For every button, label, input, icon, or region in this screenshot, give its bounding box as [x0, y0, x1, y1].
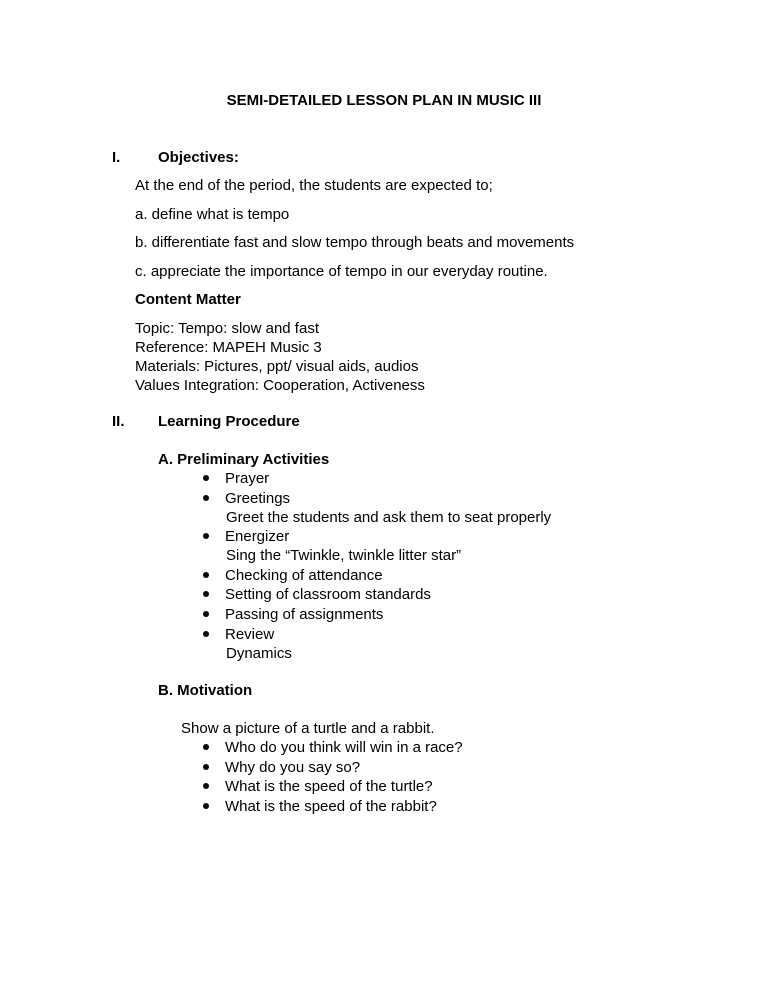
content-topic: Topic: Tempo: slow and fast — [135, 320, 319, 337]
bullet-icon — [203, 631, 209, 637]
list-item: Passing of assignments — [203, 606, 383, 624]
greetings-note: Greet the students and ask them to seat properly — [226, 509, 552, 526]
objectives-intro: At the end of the period, the students are expected to; — [135, 177, 493, 194]
objective-a: a. define what is tempo — [135, 206, 290, 223]
bullet-icon — [203, 611, 209, 617]
list-item: Energizer — [203, 528, 289, 546]
bullet-icon — [203, 495, 209, 501]
list-item: Review — [203, 626, 274, 644]
objective-b: b. differentiate fast and slow tempo through beats and movements — [135, 234, 575, 251]
list-item: Who do you think will win in a race? — [203, 739, 463, 757]
motivation-heading: B. Motivation — [158, 682, 253, 699]
section-1-number: I. — [112, 149, 121, 166]
bullet-icon — [203, 803, 209, 809]
bullet-icon — [203, 764, 209, 770]
preliminary-activities-heading: A. Preliminary Activities — [158, 451, 330, 468]
list-item: Setting of classroom standards — [203, 586, 431, 604]
objective-c: c. appreciate the importance of tempo in our everyday routine. — [135, 263, 548, 280]
list-item: Checking of attendance — [203, 567, 383, 585]
list-item: Why do you say so? — [203, 759, 360, 777]
bullet-icon — [203, 591, 209, 597]
content-values: Values Integration: Cooperation, Activeness — [135, 377, 425, 394]
document-title: SEMI-DETAILED LESSON PLAN IN MUSIC III — [226, 92, 542, 109]
section-2-heading: Learning Procedure — [158, 413, 300, 430]
content-matter-heading: Content Matter — [135, 291, 241, 308]
bullet-icon — [203, 744, 209, 750]
list-item: What is the speed of the rabbit? — [203, 798, 437, 816]
bullet-icon — [203, 533, 209, 539]
motivation-intro: Show a picture of a turtle and a rabbit. — [181, 720, 435, 737]
section-2-number: II. — [112, 413, 125, 430]
list-item: Prayer — [203, 470, 269, 488]
section-1-heading: Objectives: — [158, 149, 239, 166]
content-reference: Reference: MAPEH Music 3 — [135, 339, 322, 356]
content-materials: Materials: Pictures, ppt/ visual aids, audios — [135, 358, 419, 375]
bullet-icon — [203, 783, 209, 789]
list-item: Greetings — [203, 490, 290, 508]
list-item: What is the speed of the turtle? — [203, 778, 433, 796]
review-note: Dynamics — [226, 645, 292, 662]
bullet-icon — [203, 475, 209, 481]
bullet-icon — [203, 572, 209, 578]
energizer-note: Sing the “Twinkle, twinkle litter star” — [226, 547, 462, 564]
